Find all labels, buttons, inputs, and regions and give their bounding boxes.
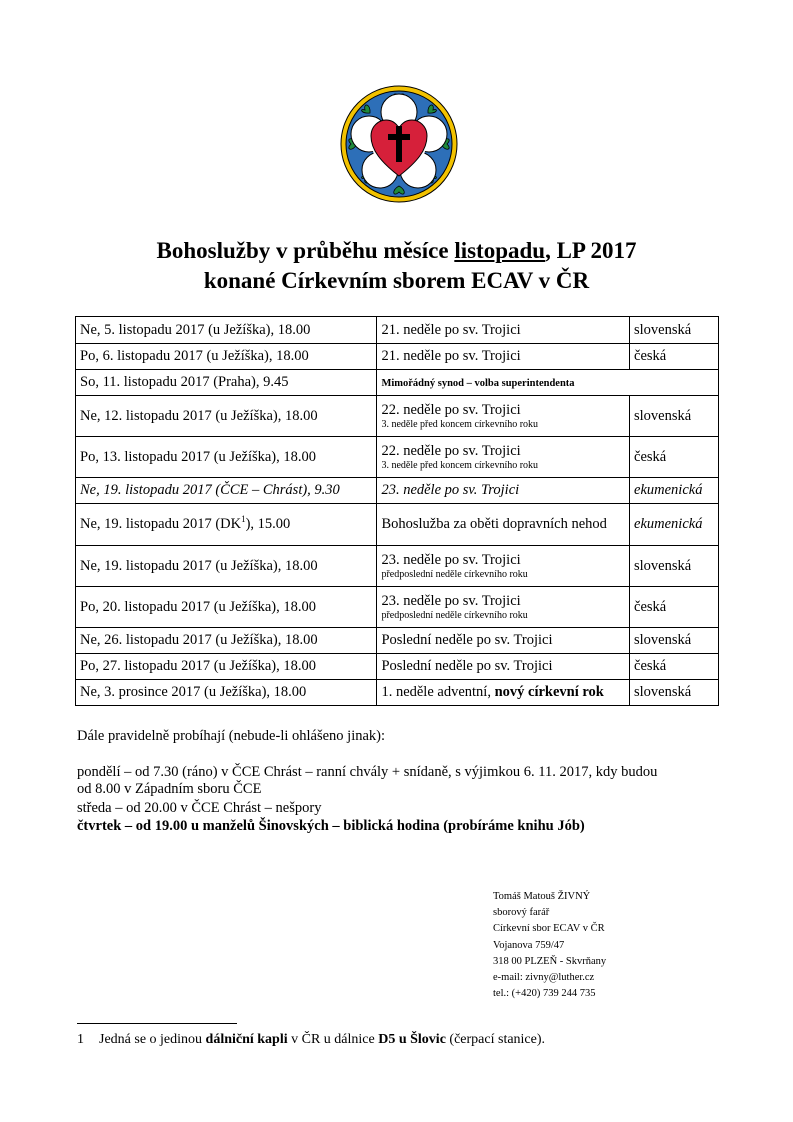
signature-street: Vojanova 759/47 (493, 939, 565, 951)
signature-phone: tel.: (+420) 739 244 735 (493, 988, 596, 1000)
signature-city: 318 00 PLZEŇ - Skvrňany (493, 955, 607, 967)
footnote-number: 1 (77, 1032, 84, 1047)
page-title (0, 236, 793, 296)
table-row: Ne, 19. listopadu 2017 $(DK^1)$, 15.00 Bohoslužba za oběti dopravních nehod ekumenická (76, 504, 719, 546)
table-row: Po, 20. listopadu 2017 (u Ježíška), 18.00 23. neděle po sv. Trojici předposlední neděle církevního roku česká (76, 587, 719, 628)
table-row: Ne, 5. listopadu 2017 (u Ježíška), 18.00 21. neděle po sv. Trojici slovenská (76, 317, 719, 344)
signature-email[interactable]: e-mail: zivny@luther.cz (493, 972, 595, 984)
table-row: Ne, 12. listopadu 2017 (u Ježíška), 18.00 22. neděle po sv. Trojici 3. neděle před koncem církevního roku slovenská (76, 396, 719, 437)
signature-block (493, 889, 606, 1002)
table-row: Po, 13. listopadu 2017 (u Ježíška), 18.00 22. neděle po sv. Trojici 3. neděle před koncem církevního roku česká (76, 437, 719, 478)
table-row: Po, 27. listopadu 2017 (u Ježíška), 18.00 Poslední neděle po sv. Trojici česká (76, 654, 719, 680)
table-row: So, 11. listopadu 2017 (Praha), 9.45 Mimořádný synod – volba superintendenta (76, 370, 719, 396)
title-month: listopadu (454, 238, 546, 263)
signature-name: Tomáš Matouš ŽIVNÝ (493, 891, 591, 902)
footnote-ref[interactable]: 1 (241, 514, 246, 524)
table-row: Po, 6. listopadu 2017 (u Ježíška), 18.00 21. neděle po sv. Trojici česká (76, 344, 719, 370)
footnote-divider (77, 1023, 237, 1024)
regular-intro: Dále pravidelně probíhají (nebude-li ohlášeno jinak): (77, 728, 386, 744)
monday-schedule: pondělí – od 7.30 (ráno) v ČCE Chrást – ranní chvály + snídaně, s výjimkou 6. 11. 2017, kdy budou od 8.00 v Západním sboru ČCE (77, 764, 658, 797)
schedule-table (75, 316, 719, 706)
table-row: Ne, 19. listopadu 2017 (ČCE – Chrást), 9.30 23. neděle po sv. Trojici ekumenická (76, 478, 719, 504)
title-line-1: Bohoslužby v průběhu měsíce listopadu, LP 2017 (156, 238, 637, 263)
footnote: 1 Jedná se o jedinou dálniční kapli v ČR u dálnice D5 u Šlovic (čerpací stanice). (77, 1032, 546, 1047)
signature-organization: Církevní sbor ECAV v ČR (493, 923, 605, 935)
signature-role: sborový farář (493, 907, 550, 919)
table-row: Ne, 19. listopadu 2017 (u Ježíška), 18.00 23. neděle po sv. Trojici předposlední neděle církevního roku slovenská (76, 546, 719, 587)
wednesday-schedule: středa – od 20.00 v ČCE Chrást – nešpory (77, 800, 322, 816)
title-line-2: konané Církevním sborem ECAV v ČR (203, 268, 590, 293)
table-row: Ne, 26. listopadu 2017 (u Ježíška), 18.00 Poslední neděle po sv. Trojici slovenská (76, 628, 719, 654)
thursday-schedule: čtvrtek – od 19.00 u manželů Šinovských – biblická hodina (probíráme knihu Jób) (77, 818, 585, 834)
luther-rose-icon (339, 84, 459, 204)
synod-note: Mimořádný synod – volba superintendenta (381, 377, 575, 389)
table-row: Ne, 3. prosince 2017 (u Ježíška), 18.00 1. neděle adventní, nový církevní rok slovenská (76, 680, 719, 706)
